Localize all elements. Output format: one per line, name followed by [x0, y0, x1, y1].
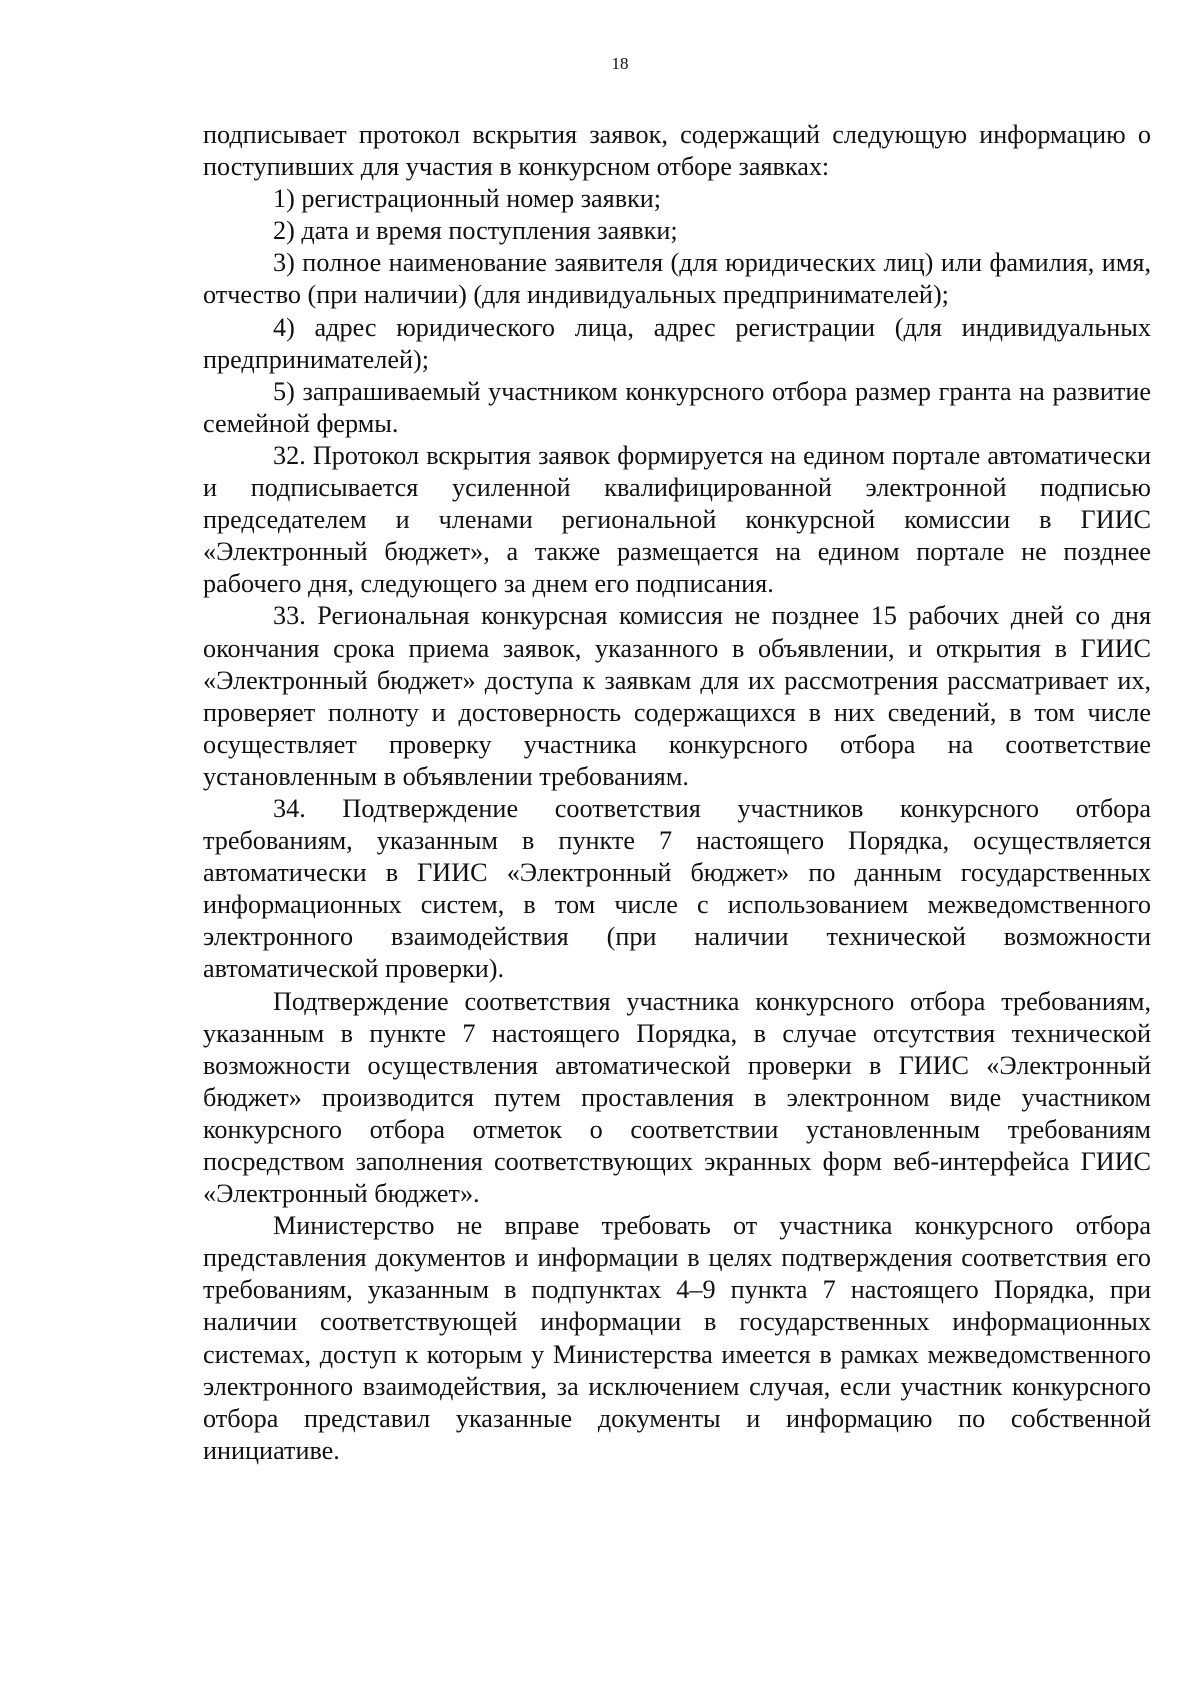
- list-item-address: 4) адрес юридического лица, адрес регистрации (для индивидуальных предпринимателей);: [203, 312, 1151, 374]
- paragraph-protocol-contents: подписывает протокол вскрытия заявок, содержащий следующую информацию о поступивших для участия в конкурсном отборе заявках:: [203, 120, 1151, 182]
- paragraph-34-confirmation: Подтверждение соответствия участника конкурсного отбора требованиям, указанным в пункте 7 настоящего Порядка, в случае отсутствия технической возможности осуществления автоматической проверки в ГИИС «Электронный бюджет» производится путем проставления в электронном виде участником конкурсного отбора отметок о соответствии установленным требованиям посредством заполнения соответствующих экранных форм веб-интерфейса ГИИС «Электронный бюджет».: [203, 986, 1151, 1209]
- paragraph-34: 34. Подтверждение соответствия участников конкурсного отбора требованиям, указанным в пункте 7 настоящего Порядка, осуществляется автоматически в ГИИС «Электронный бюджет» по данным государственных информационных систем, в том числе с использованием межведомственного электронного взаимодействия (при наличии технической возможности автоматической проверки).: [203, 793, 1151, 984]
- list-item-grant-amount: 5) запрашиваемый участником конкурсного отбора размер гранта на развитие семейной фермы.: [203, 376, 1151, 438]
- paragraph-32: 32. Протокол вскрытия заявок формируется на едином портале автоматически и подписывается усиленной квалифицированной электронной подписью председателем и членами региональной конкурсной комиссии в ГИИС «Электронный бюджет», а также размещается на едином портале не позднее рабочего дня, следующего за днем его подписания.: [203, 440, 1151, 599]
- paragraph-34-ministry: Министерство не вправе требовать от участника конкурсного отбора представления документов и информации в целях подтверждения соответствия его требованиям, указанным в подпунктах 4–9 пункта 7 настоящего Порядка, при наличии соответствующей информации в государственных информационных системах, доступ к которым у Министерства имеется в рамках межведомственного электронного взаимодействия, за исключением случая, если участник конкурсного отбора представил указанные документы и информацию по собственной инициативе.: [203, 1211, 1151, 1465]
- list-item-applicant-name: 3) полное наименование заявителя (для юридических лиц) или фамилия, имя, отчество (при наличии) (для индивидуальных предпринимателей);: [203, 248, 1151, 310]
- paragraph-33: 33. Региональная конкурсная комиссия не позднее 15 рабочих дней со дня окончания срока приема заявок, указанного в объявлении, и открытия в ГИИС «Электронный бюджет» доступа к заявкам для их рассмотрения рассматривает их, проверяет полноту и достоверность содержащихся в них сведений, в том числе осуществляет проверку участника конкурсного отбора на соответствие установленным в объявлении требованиям.: [203, 601, 1151, 791]
- list-item-registration-number: 1) регистрационный номер заявки;: [273, 184, 662, 214]
- page-number: 18: [611, 54, 629, 73]
- list-item-submission-date: 2) дата и время поступления заявки;: [273, 216, 678, 246]
- document-body: [203, 119, 1151, 1467]
